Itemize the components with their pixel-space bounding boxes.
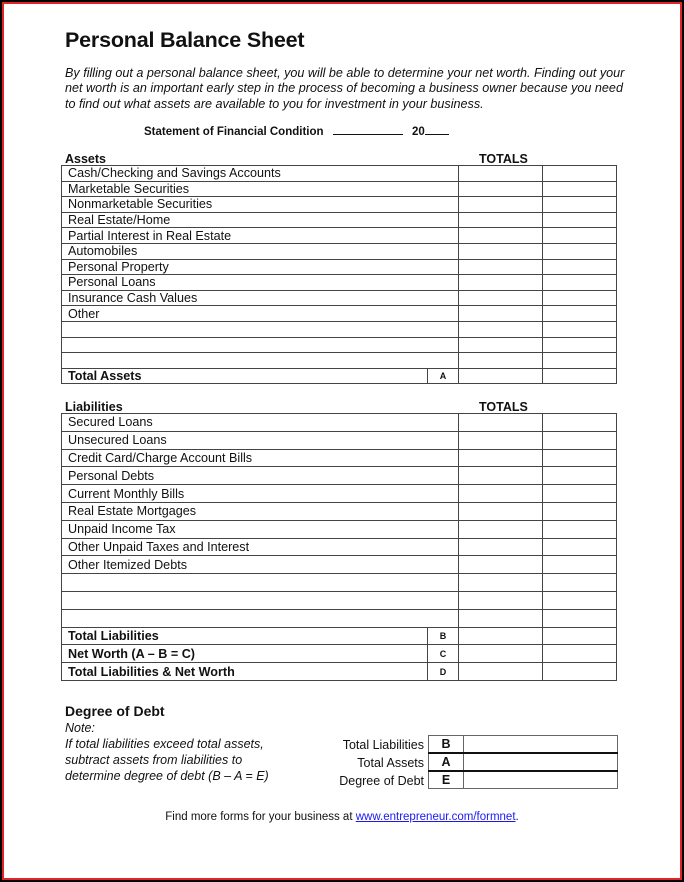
summary-label: Total Assets <box>62 368 428 384</box>
note-line: subtract assets from liabilities to <box>65 753 243 767</box>
subtotal-cell[interactable] <box>543 290 617 306</box>
subtotal-cell[interactable] <box>543 368 617 384</box>
statement-label: Statement of Financial Condition <box>144 126 324 138</box>
row-label[interactable]: Real Estate Mortgages <box>62 502 459 520</box>
degree-of-debt-title: Degree of Debt <box>65 703 165 719</box>
table-row <box>62 609 617 627</box>
table-row <box>62 197 617 213</box>
total-cell[interactable] <box>459 275 543 291</box>
date-blank[interactable] <box>333 124 403 135</box>
row-label[interactable]: Secured Loans <box>62 414 459 432</box>
page-title: Personal Balance Sheet <box>65 28 305 52</box>
table-row <box>62 259 617 275</box>
dod-value-cell[interactable] <box>464 753 618 771</box>
liabilities-heading: Liabilities <box>65 400 123 414</box>
total-cell[interactable] <box>459 306 543 322</box>
table-row <box>62 574 617 592</box>
total-cell[interactable] <box>459 556 543 574</box>
table-row <box>62 431 617 449</box>
row-label[interactable]: Unpaid Income Tax <box>62 520 459 538</box>
liabilities-table <box>61 413 617 681</box>
dod-letter: B <box>429 736 464 754</box>
subtotal-cell[interactable] <box>543 228 617 244</box>
dod-row-e <box>429 771 618 789</box>
degree-of-debt-table <box>428 735 618 789</box>
subtotal-cell[interactable] <box>543 556 617 574</box>
total-cell[interactable] <box>459 212 543 228</box>
note-line: determine degree of debt (B – A = E) <box>65 769 269 783</box>
subtotal-cell[interactable] <box>543 538 617 556</box>
dod-row-a <box>429 753 618 771</box>
row-label[interactable] <box>62 337 459 353</box>
total-cell[interactable] <box>459 243 543 259</box>
total-cell[interactable] <box>459 321 543 337</box>
subtotal-cell[interactable] <box>543 197 617 213</box>
row-label[interactable]: Partial Interest in Real Estate <box>62 228 459 244</box>
note-label: Note: <box>65 721 95 735</box>
summary-label: Net Worth (A – B = C) <box>62 645 428 663</box>
table-row <box>62 275 617 291</box>
row-label[interactable]: Marketable Securities <box>62 181 459 197</box>
table-row <box>62 243 617 259</box>
footer-text: Find more forms for your business at <box>165 811 356 823</box>
subtotal-cell[interactable] <box>543 212 617 228</box>
summary-label: Total Liabilities <box>62 627 428 645</box>
row-label[interactable]: Personal Loans <box>62 275 459 291</box>
subtotal-cell[interactable] <box>543 243 617 259</box>
total-cell[interactable] <box>459 609 543 627</box>
row-label[interactable]: Personal Debts <box>62 467 459 485</box>
subtotal-cell[interactable] <box>543 166 617 182</box>
total-cell[interactable] <box>459 368 543 384</box>
total-cell[interactable] <box>459 337 543 353</box>
row-label[interactable] <box>62 609 459 627</box>
total-cell[interactable] <box>459 228 543 244</box>
row-label[interactable]: Real Estate/Home <box>62 212 459 228</box>
subtotal-cell[interactable] <box>543 181 617 197</box>
table-row <box>62 449 617 467</box>
total-cell[interactable] <box>459 290 543 306</box>
dod-value-cell[interactable] <box>464 771 618 789</box>
total-cell[interactable] <box>459 502 543 520</box>
summary-label: Total Liabilities & Net Worth <box>62 663 428 681</box>
subtotal-cell[interactable] <box>543 645 617 663</box>
degree-of-debt-labels <box>304 736 424 790</box>
total-cell[interactable] <box>459 645 543 663</box>
row-label[interactable]: Other Itemized Debts <box>62 556 459 574</box>
summary-letter: B <box>428 627 459 645</box>
summary-row <box>62 627 617 645</box>
total-cell[interactable] <box>459 166 543 182</box>
table-row <box>62 502 617 520</box>
row-label[interactable]: Credit Card/Charge Account Bills <box>62 449 459 467</box>
total-cell[interactable] <box>459 449 543 467</box>
subtotal-cell[interactable] <box>543 467 617 485</box>
total-cell[interactable] <box>459 414 543 432</box>
total-cell[interactable] <box>459 181 543 197</box>
row-label[interactable]: Automobiles <box>62 243 459 259</box>
page-frame <box>2 2 682 880</box>
subtotal-cell[interactable] <box>543 449 617 467</box>
table-row <box>62 414 617 432</box>
degree-of-debt-note <box>65 720 269 784</box>
dod-letter: E <box>429 771 464 789</box>
subtotal-cell[interactable] <box>543 321 617 337</box>
table-row <box>62 212 617 228</box>
table-row <box>62 485 617 503</box>
subtotal-cell[interactable] <box>543 591 617 609</box>
row-label[interactable]: Other Unpaid Taxes and Interest <box>62 538 459 556</box>
year-prefix: 20 <box>411 126 425 138</box>
row-label[interactable]: Unsecured Loans <box>62 431 459 449</box>
subtotal-cell[interactable] <box>543 414 617 432</box>
row-label[interactable]: Cash/Checking and Savings Accounts <box>62 166 459 182</box>
dod-letter: A <box>429 753 464 771</box>
total-cell[interactable] <box>459 259 543 275</box>
table-row <box>62 228 617 244</box>
liabilities-totals-heading: TOTALS <box>479 400 528 414</box>
total-cell[interactable] <box>459 467 543 485</box>
total-cell[interactable] <box>459 197 543 213</box>
total-cell[interactable] <box>459 591 543 609</box>
statement-line <box>144 124 449 138</box>
dod-label-total-assets: Total Assets <box>357 756 424 770</box>
table-row <box>62 467 617 485</box>
summary-row <box>62 663 617 681</box>
subtotal-cell[interactable] <box>543 353 617 369</box>
summary-row <box>62 368 617 384</box>
table-row <box>62 166 617 182</box>
total-cell[interactable] <box>459 485 543 503</box>
table-row <box>62 290 617 306</box>
total-cell[interactable] <box>459 431 543 449</box>
dod-row-b <box>429 736 618 754</box>
subtotal-cell[interactable] <box>543 275 617 291</box>
total-cell[interactable] <box>459 538 543 556</box>
footer <box>4 811 680 823</box>
subtotal-cell[interactable] <box>543 431 617 449</box>
summary-letter: D <box>428 663 459 681</box>
subtotal-cell[interactable] <box>543 574 617 592</box>
table-row <box>62 337 617 353</box>
row-label[interactable]: Nonmarketable Securities <box>62 197 459 213</box>
note-line: If total liabilities exceed total assets, <box>65 737 264 751</box>
table-row <box>62 321 617 337</box>
total-cell[interactable] <box>459 627 543 645</box>
summary-letter: C <box>428 645 459 663</box>
row-label[interactable]: Personal Property <box>62 259 459 275</box>
subtotal-cell[interactable] <box>543 306 617 322</box>
row-label[interactable] <box>62 591 459 609</box>
subtotal-cell[interactable] <box>543 259 617 275</box>
dod-value-cell[interactable] <box>464 736 618 754</box>
subtotal-cell[interactable] <box>543 337 617 353</box>
assets-heading: Assets <box>65 152 106 166</box>
assets-totals-heading: TOTALS <box>479 152 528 166</box>
dod-label-degree-of-debt: Degree of Debt <box>339 774 424 788</box>
formnet-link[interactable]: www.entrepreneur.com/formnet <box>355 811 516 823</box>
subtotal-cell[interactable] <box>543 663 617 681</box>
balance-sheet-page <box>4 4 680 878</box>
subtotal-cell[interactable] <box>543 627 617 645</box>
row-label[interactable]: Other <box>62 306 459 322</box>
table-row <box>62 538 617 556</box>
row-label[interactable] <box>62 321 459 337</box>
table-row <box>62 556 617 574</box>
dod-label-total-liabilities: Total Liabilities <box>342 738 424 752</box>
row-label[interactable] <box>62 353 459 369</box>
total-cell[interactable] <box>459 574 543 592</box>
summary-row <box>62 645 617 663</box>
subtotal-cell[interactable] <box>543 609 617 627</box>
row-label[interactable]: Insurance Cash Values <box>62 290 459 306</box>
year-blank[interactable] <box>425 124 449 135</box>
assets-table <box>61 165 617 384</box>
intro-paragraph: By filling out a personal balance sheet, you will be able to determine your net worth. Finding out your net worth is an important early step in the process of becoming a business owner because you need to find out what assets are available to you for investment in your business. <box>65 66 625 111</box>
total-cell[interactable] <box>459 353 543 369</box>
table-row <box>62 591 617 609</box>
summary-letter: A <box>428 368 459 384</box>
subtotal-cell[interactable] <box>543 520 617 538</box>
total-cell[interactable] <box>459 663 543 681</box>
table-row <box>62 181 617 197</box>
table-row <box>62 306 617 322</box>
total-cell[interactable] <box>459 520 543 538</box>
table-row <box>62 353 617 369</box>
subtotal-cell[interactable] <box>543 485 617 503</box>
table-row <box>62 520 617 538</box>
row-label[interactable]: Current Monthly Bills <box>62 485 459 503</box>
subtotal-cell[interactable] <box>543 502 617 520</box>
row-label[interactable] <box>62 574 459 592</box>
footer-suffix: . <box>515 811 519 823</box>
